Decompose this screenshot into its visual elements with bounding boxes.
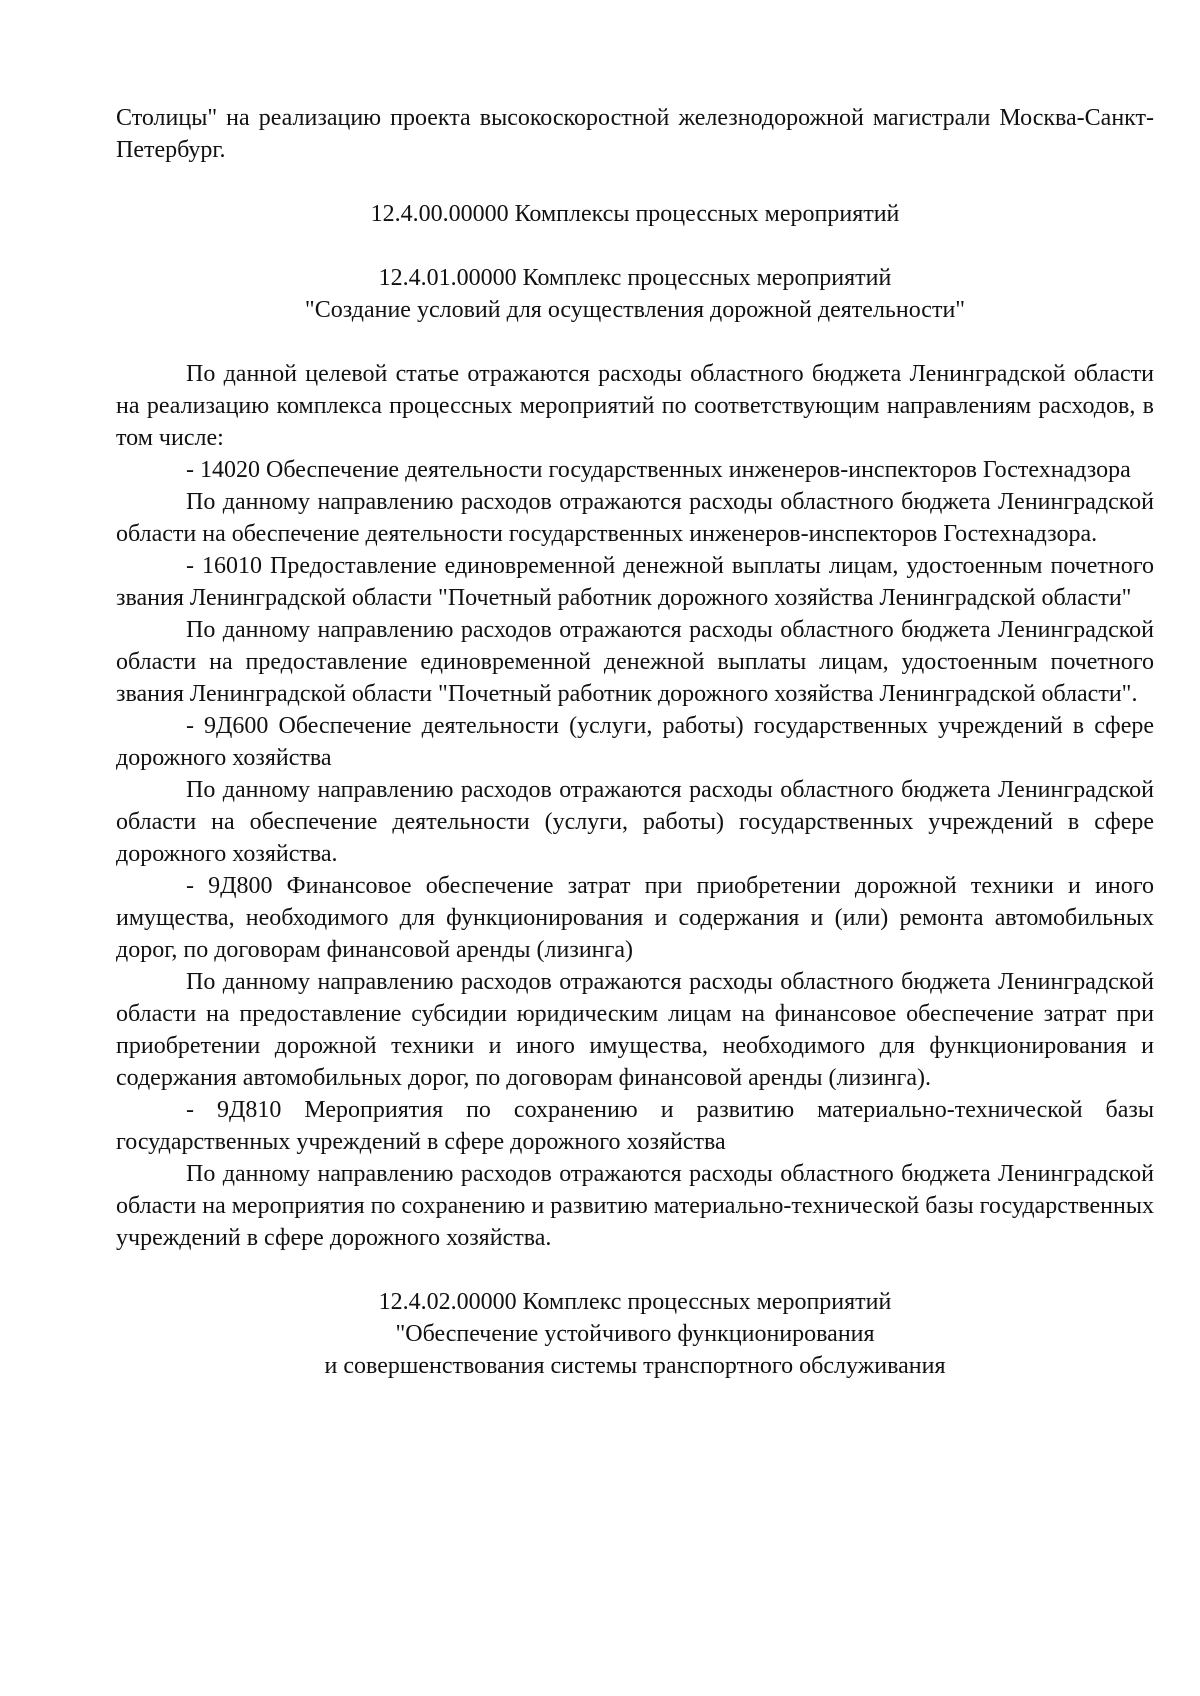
section-1-intro: По данной целевой статье отражаются расходы областного бюджета Ленинградской области на реализацию комплекса процессных мероприятий по соответствующим направлениям расходов, в том числе:	[116, 361, 1154, 451]
item-1-title: - 14020 Обеспечение деятельности государственных инженеров-инспекторов Гостехнадзора	[186, 457, 1131, 483]
item-5-title: - 9Д810 Мероприятия по сохранению и развитию материально-технической базы государственных учреждений в сфере дорожного хозяйства	[116, 1097, 1154, 1155]
section-2-heading-line-2: "Обеспечение устойчивого функционирования	[395, 1321, 875, 1347]
section-2-heading	[116, 1286, 1154, 1382]
item-2-description: По данному направлению расходов отражаются расходы областного бюджета Ленинградской области на предоставление единовременной денежной выплаты лицам, удостоенным почетного звания Ленинградской области "Почетный работник дорожного хозяйства Ленинградской области".	[116, 617, 1154, 707]
section-1-heading	[116, 262, 1154, 326]
item-4-title: - 9Д800 Финансовое обеспечение затрат при приобретении дорожной техники и иного имущества, необходимого для функционирования и содержания и (или) ремонта автомобильных дорог, по договорам финансовой аренды (лизинга)	[116, 873, 1154, 963]
section-1-heading-line-1: 12.4.01.00000 Комплекс процессных мероприятий	[378, 265, 892, 291]
section-2-heading-line-1: 12.4.02.00000 Комплекс процессных мероприятий	[378, 1289, 892, 1315]
section-2-heading-line-3: и совершенствования системы транспортного обслуживания	[324, 1353, 946, 1379]
item-1-description: По данному направлению расходов отражаются расходы областного бюджета Ленинградской области на обеспечение деятельности государственных инженеров-инспекторов Гостехнадзора.	[116, 489, 1154, 547]
document-page	[116, 102, 1154, 1382]
item-3-title: - 9Д600 Обеспечение деятельности (услуги, работы) государственных учреждений в сфере дорожного хозяйства	[116, 713, 1154, 771]
item-5-description: По данному направлению расходов отражаются расходы областного бюджета Ленинградской области на мероприятия по сохранению и развитию материально-технической базы государственных учреждений в сфере дорожного хозяйства.	[116, 1161, 1154, 1251]
section-1-heading-line-2: "Создание условий для осуществления дорожной деятельности"	[304, 297, 966, 323]
item-4-description: По данному направлению расходов отражаются расходы областного бюджета Ленинградской области на предоставление субсидии юридическим лицам на финансовое обеспечение затрат при приобретении дорожной техники и иного имущества, необходимого для функционирования и содержания автомобильных дорог, по договорам финансовой аренды (лизинга).	[116, 969, 1154, 1091]
item-3-description: По данному направлению расходов отражаются расходы областного бюджета Ленинградской области на обеспечение деятельности (услуги, работы) государственных учреждений в сфере дорожного хозяйства.	[116, 777, 1154, 867]
item-2-title: - 16010 Предоставление единовременной денежной выплаты лицам, удостоенным почетного звания Ленинградской области "Почетный работник дорожного хозяйства Ленинградской области"	[116, 553, 1154, 611]
section-main-heading: 12.4.00.00000 Комплексы процессных мероприятий	[370, 201, 900, 227]
intro-paragraph: Столицы" на реализацию проекта высокоскоростной железнодорожной магистрали Москва-Санкт-Петербург.	[116, 105, 1154, 163]
